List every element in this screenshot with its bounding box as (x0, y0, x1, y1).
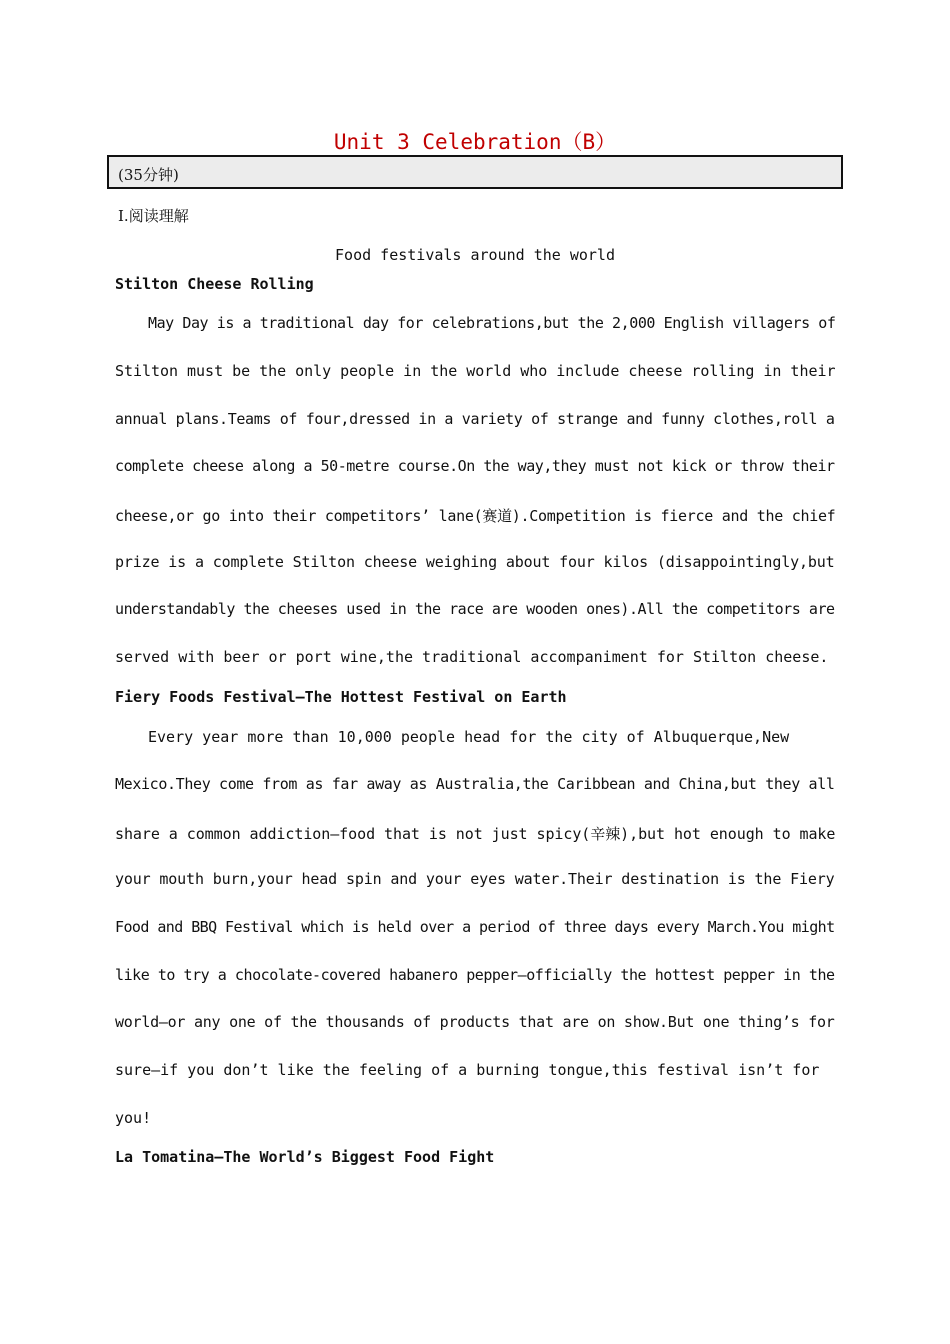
paragraph-line: sure—if you don’t like the feeling of a burning tongue,this festival isn’t for (115, 1061, 820, 1079)
part3-heading: La Tomatina—The World’s Biggest Food Fight (115, 1148, 495, 1166)
paragraph-line: Every year more than 10,000 people head for the city of Albuquerque,New (148, 728, 790, 746)
passage-heading: Food festivals around the world (335, 246, 615, 264)
paragraph-line: cheese,or go into their competitors’ lane(赛道).Competition is fierce and the chief (115, 507, 836, 525)
section-label: Ⅰ.阅读理解 (118, 207, 189, 225)
paragraph-line: understandably the cheeses used in the race are wooden ones).All the competitors are (115, 600, 835, 618)
doc-title: Unit 3 Celebration（B） (333, 130, 617, 154)
paragraph-line: share a common addiction—food that is not just spicy(辛辣),but hot enough to make (115, 825, 836, 843)
part2-heading: Fiery Foods Festival—The Hottest Festival on Earth (115, 688, 567, 706)
paragraph-line: like to try a chocolate-covered habanero pepper—officially the hottest pepper in the (115, 966, 835, 984)
part1-heading: Stilton Cheese Rolling (115, 275, 314, 293)
paragraph-line: Mexico.They come from as far away as Australia,the Caribbean and China,but they all (115, 775, 835, 793)
paragraph-line: May Day is a traditional day for celebrations,but the 2,000 English villagers of (148, 314, 836, 332)
paragraph-line: world—or any one of the thousands of products that are on show.But one thing’s for (115, 1013, 835, 1031)
paragraph-line: Stilton must be the only people in the world who include cheese rolling in their (115, 362, 836, 380)
paragraph-line: you! (115, 1109, 152, 1127)
paragraph-line: your mouth burn,your head spin and your eyes water.Their destination is the Fiery (115, 870, 835, 888)
paragraph-line: annual plans.Teams of four,dressed in a variety of strange and funny clothes,roll a (115, 410, 835, 428)
paragraph-line: served with beer or port wine,the traditional accompaniment for Stilton cheese. (115, 648, 829, 666)
time-note: (35分钟) (118, 166, 179, 184)
time-box (107, 155, 843, 189)
paragraph-line: complete cheese along a 50-metre course.On the way,they must not kick or throw their (115, 457, 835, 475)
paragraph-line: prize is a complete Stilton cheese weighing about four kilos (disappointingly,but (115, 553, 835, 571)
paragraph-line: Food and BBQ Festival which is held over a period of three days every March.You might (115, 918, 835, 936)
